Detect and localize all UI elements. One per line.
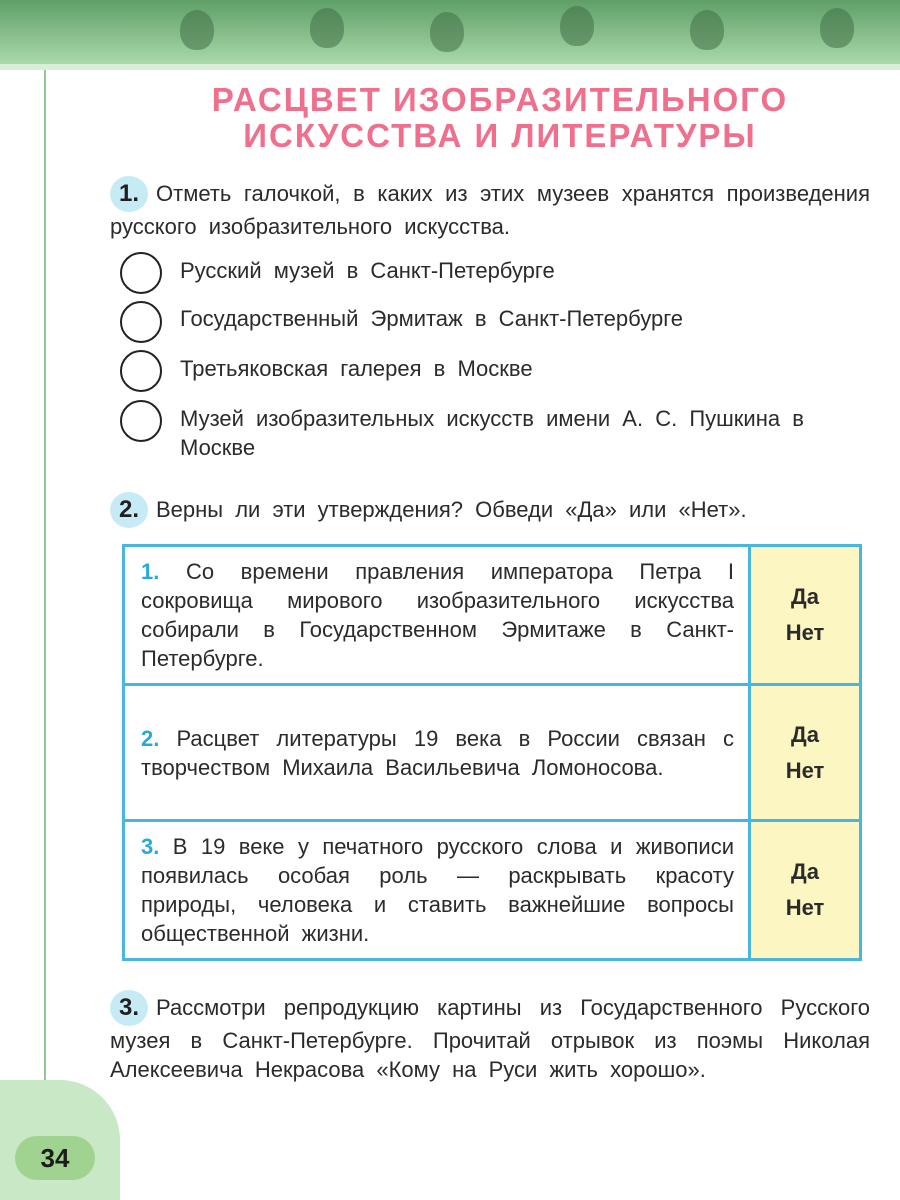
statement-number: 3. xyxy=(141,834,160,859)
task-number-badge: 2. xyxy=(110,492,148,528)
table-row xyxy=(124,685,861,821)
portrait-figure xyxy=(560,6,594,46)
header-photo-banner xyxy=(0,0,900,64)
statement-text: В 19 веке у печатного русского слова и живописи появилась особая роль — раскрывать красоту природы, человека и ставить важнейшие вопросы общественной жизни. xyxy=(141,834,734,946)
margin-line xyxy=(44,70,46,1080)
banner-divider xyxy=(0,64,900,70)
table-row xyxy=(124,821,861,960)
statement-text: Расцвет литературы 19 века в России связан с творчеством Михаила Васильевича Ломоносова. xyxy=(141,725,734,780)
answer-cell xyxy=(750,685,861,821)
checkbox-circle[interactable] xyxy=(120,252,162,294)
portrait-figure xyxy=(690,10,724,50)
option-label: Музей изобразительных искусств имени А. С. Пушкина в Москве xyxy=(180,406,804,460)
no-option[interactable]: Нет xyxy=(785,757,825,783)
checkbox-circle[interactable] xyxy=(120,350,162,392)
task-2 xyxy=(110,492,870,528)
statement-text: Со времени правления императора Петра I сокровища мирового изобразительного искусства собирали в Государственном Эрмитаже в Санкт-Петербурге. xyxy=(141,559,734,671)
no-option[interactable]: Нет xyxy=(785,895,825,920)
checkbox-circle[interactable] xyxy=(120,400,162,442)
page-number: 34 xyxy=(15,1136,95,1180)
option-label: Русский музей в Санкт-Петербурге xyxy=(180,258,555,283)
answer-cell xyxy=(750,821,861,960)
portrait-figure xyxy=(310,8,344,48)
yes-option[interactable]: Да xyxy=(791,584,819,609)
task-3 xyxy=(110,990,870,1084)
portrait-figure xyxy=(820,8,854,48)
portrait-image xyxy=(0,0,143,64)
yes-option[interactable]: Да xyxy=(791,721,819,747)
statement-number: 1. xyxy=(141,559,160,584)
option-label: Государственный Эрмитаж в Санкт-Петербурге xyxy=(180,306,683,331)
task-number-badge: 3. xyxy=(110,990,148,1026)
yes-option[interactable]: Да xyxy=(791,859,819,884)
no-option[interactable]: Нет xyxy=(785,620,825,645)
statement-cell xyxy=(124,685,750,821)
task-2-text: Верны ли эти утверждения? Обведи «Да» или «Нет». xyxy=(156,497,747,522)
option-label: Третьяковская галерея в Москве xyxy=(180,356,533,381)
checkbox-circle[interactable] xyxy=(120,301,162,343)
task-1-text: Отметь галочкой, в каких из этих музеев хранятся произведения русского изобразительного искусства. xyxy=(110,181,870,239)
task-number-badge: 1. xyxy=(110,176,148,212)
page-title: РАСЦВЕТ ИЗОБРАЗИТЕЛЬНОГО ИСКУССТВА И ЛИТЕРАТУРЫ xyxy=(211,81,789,154)
statement-cell xyxy=(124,821,750,960)
portrait-figure xyxy=(180,10,214,50)
portrait-figure xyxy=(430,12,464,52)
true-false-table xyxy=(122,544,862,961)
statement-number: 2. xyxy=(141,725,160,751)
task-3-text: Рассмотри репродукцию картины из Государственного Русского музея в Санкт-Петербурге. Прочитай отрывок из поэмы Николая Алексеевича Некрасова «Кому на Руси жить хорошо». xyxy=(110,995,870,1082)
task-1 xyxy=(110,176,870,241)
table-row xyxy=(124,546,861,685)
answer-cell xyxy=(750,546,861,685)
statement-cell xyxy=(124,546,750,685)
